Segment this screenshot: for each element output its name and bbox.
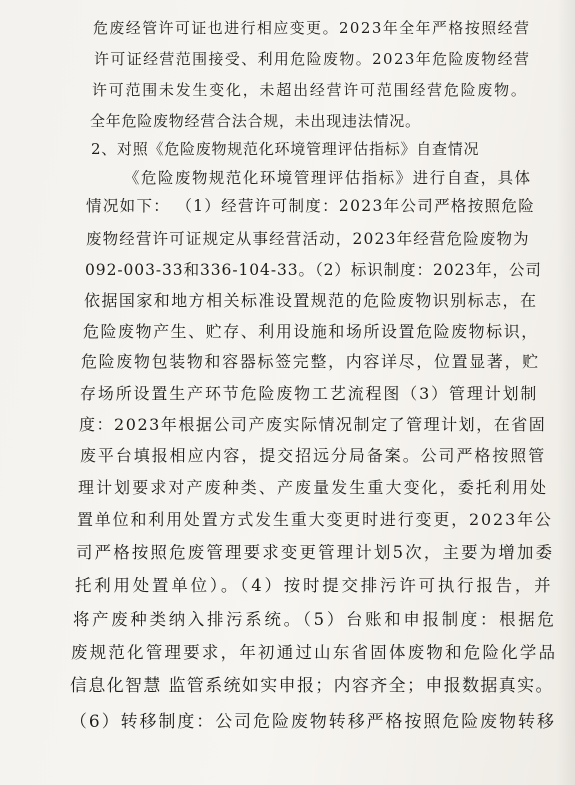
- text-line-8: 废物经营许可证规定从事经营活动，2023年经营危险废物为: [86, 230, 530, 248]
- text-line-15: 废平台填报相应内容，提交招远分局备案。公司严格按照管: [80, 446, 547, 465]
- page-edge-shadow: [557, 0, 575, 785]
- section-heading: 2、对照《危险废物规范化环境管理评估指标》自查情况: [91, 140, 480, 158]
- text-line-17: 置单位和利用处置方式发生重大变更时进行变更，2023年公: [77, 510, 553, 529]
- text-line-14: 度：2023年根据公司产废实际情况制定了管理计划，在省固: [79, 415, 547, 434]
- text-line-10: 依据国家和地方相关标准设置规范的危险废物识别标志，在: [84, 291, 538, 310]
- text-line-20: 将产废种类纳入排污系统。（5）台账和申报制度：根据危: [73, 610, 557, 629]
- text-line-3: 许可范围未发生变化，未超出经营许可范围经营危险废物。: [92, 81, 528, 99]
- text-line-4: 全年危险废物经营合法合规，未出现违法情况。: [90, 112, 421, 130]
- text-line-16: 理计划要求对产废种类、产废量发生重大变化，委托利用处: [78, 478, 549, 497]
- text-line-7: 情况如下： （1）经营许可制度：2023年公司严格按照危险: [86, 197, 536, 215]
- text-line-22: 信息化智慧 监管系统如实申报；内容齐全；申报数据真实。: [70, 676, 554, 696]
- text-line-9: 092-003-33和336-104-33。（2）标识制度：2023年，公司: [85, 261, 542, 279]
- text-line-1: 危废经管许可证也进行相应变更。2023年全年严格按照经营: [93, 19, 531, 37]
- text-line-2: 许可证经营范围接受、利用危险废物。2023年危险废物经营: [94, 50, 531, 68]
- text-line-12: 危险废物包装物和容器标签完整，内容详尽，位置显著，贮: [81, 352, 540, 371]
- text-line-19: 托利用处置单位）。（4）按时提交排污许可执行报告，并: [75, 576, 554, 595]
- text-line-23: （6）转移制度：公司危险废物转移严格按照危险废物转移: [70, 712, 556, 732]
- text-line-11: 危险废物产生、贮存、利用设施和场所设置危险废物标识，: [83, 322, 539, 341]
- text-line-21: 废规范化管理要求，年初通过山东省固体废物和危险化学品: [71, 643, 558, 662]
- text-line-13: 存场所设置生产环节危险废物工艺流程图（3）管理计划制: [80, 384, 539, 403]
- text-line-6: 《危险废物规范化环境管理评估指标》进行自查，具体: [124, 169, 532, 187]
- text-line-18: 司严格按照危废管理要求变更管理计划5次，主要为增加委: [76, 543, 555, 562]
